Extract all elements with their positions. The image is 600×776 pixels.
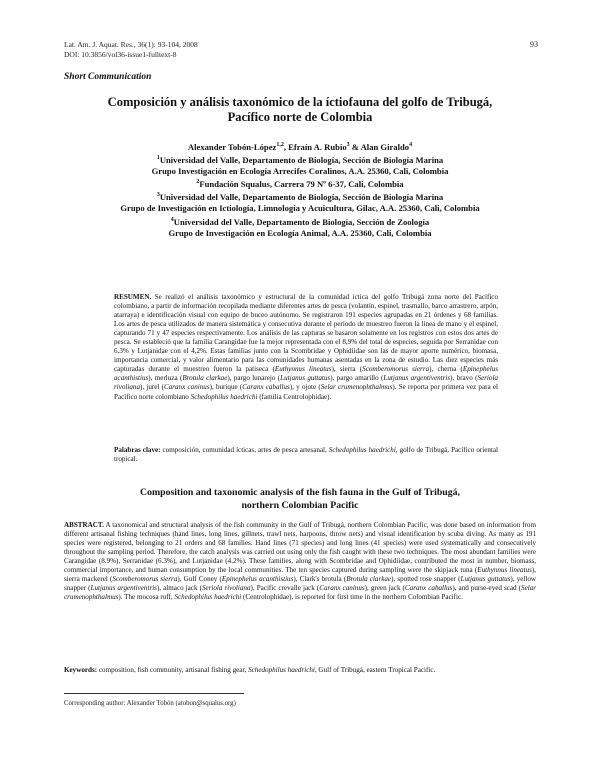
species-name: Euthynnus lineatus (274, 365, 332, 374)
species-name: Schedophilus haedrichi (248, 666, 315, 674)
abstract-text: (Centrolophidae), is reported for first time in the northern Colombian Pacific. (241, 593, 463, 602)
keywords-text: composition, fish community, artisanal fishing gear, (97, 666, 249, 674)
abstract-text: ), green jack ( (364, 584, 405, 593)
resumen-text: ), pargo amarillo ( (330, 374, 384, 383)
species-name: Selar crumenophthalmus (64, 584, 537, 602)
species-name: Caranx caballus (404, 584, 453, 593)
species-name: Lutjanus guttatus (280, 374, 331, 383)
affiliation-3b: Grupo de Investigación en Ictiología, Limnología y Acuicultura, Gilac, A.A. 25360, Cali, Colombia (120, 203, 480, 214)
keywords-lead: Keywords: (64, 666, 98, 674)
abstract-text: ), Gulf Coney ( (177, 575, 222, 584)
page-number: 93 (530, 40, 538, 49)
species-name: Epinephelus acanthistius (114, 365, 498, 383)
abstract-text: ), and purse-eyed scad ( (452, 584, 522, 593)
affiliation-4b: Grupo de Investigación en Ecología Animal, A.A. 25360, Cali, Colombia (168, 227, 432, 238)
resumen-lead: RESUMEN. (114, 293, 152, 301)
resumen-text: ), sierra ( (331, 365, 363, 374)
species-name: Lutjanus argentiventris (90, 584, 157, 593)
resumen-text: ), merluza ( (148, 374, 183, 383)
abstract-text: ), spotted rose snapper ( (391, 575, 461, 584)
palabras-clave (114, 446, 498, 464)
palabras-clave-text: composición, comunidad ícticas, artes de pesca artesanal, (160, 446, 329, 454)
title-english (60, 487, 540, 512)
resumen-text: (familia Centrolophidae). (257, 392, 332, 401)
species-name: Schedophilus haedrichi (328, 446, 396, 454)
footnote-divider (64, 693, 244, 694)
resumen-text: ), burique ( (209, 383, 243, 392)
affiliation-2: $^2$Fundación Squalus, Carrera 79 Nº 6-37, Cali, Colombia (196, 179, 404, 190)
abstract-text: ), yellow snapper ( (64, 575, 537, 593)
species-name: Caranx caballus (242, 383, 290, 392)
species-name: Lutjanus argentiventris (383, 374, 451, 383)
species-name: Seriola rivoliana (114, 374, 498, 392)
affiliation-1b: Grupo Investigación en Ecología Arrecifes Coralinos, A.A. 25360, Cali, Colombia (151, 166, 449, 177)
resumen (114, 293, 498, 402)
title-english-line-2: northern Colombian Pacific (241, 499, 359, 511)
resumen-text: ), jurel ( (140, 383, 164, 392)
affiliation-1: $^1$Universidad del Valle, Departamento de Biología, Sección de Biología Marina (156, 154, 444, 165)
abstract-text: ), sierra mackerel ( (64, 566, 537, 584)
section-label: Short Communication (64, 72, 152, 82)
resumen-text: Se realizó el análisis taxonómico y estructural de la comunidad íctica del golfo Tribugá zona norte del Pacífico colombiano, a partir de información recopilada mediante diferentes artes de pesca (volantín, espinel, trasmallo, barco arrastrero, arpón, atarraya) e identificación visual con equipo de buceo autónomo. Se registraron 191 especies agrupadas en 21 órdenes y 68 familias. Los artes de pesca utilizados de manera sistemática y consecutiva durante el período de muestreo fueron la línea de mano y el espinel, capturando 71 y 47 especies respectivamente. Los análisis de las capturas se basaron solamente en los registros con estos dos artes de pesca. Se estableció que la familia Carangidae fue la mejor representada con el 8,9% del total de especies, seguida por Serranidae con 6,3% y Lutjanidae con el 4,2%. Estas familias junto con la Scombridae y Ophidiidae son las de mayor aporte numérico, biomasa, importancia comercial, y valor alimentario para las comunidades humanas asentadas en la zona de estudio. Las diez especies más capturadas durante el muestreo fueron la patiseca ( (114, 293, 498, 374)
resumen-text: ), bravo ( (450, 374, 478, 383)
title-spanish-line-2: Pacífico norte de Colombia (227, 110, 373, 124)
title-spanish (60, 95, 540, 125)
title-english-line-1: Composition and taxonomic analysis of the fish fauna in the Gulf of Tribugá, (140, 487, 460, 498)
keywords (64, 666, 536, 675)
abstract-text: ), almaco jack ( (156, 584, 202, 593)
species-name: Schedophilus haedrichi (190, 392, 258, 401)
abstract-text: ), Pacific crevalle jack ( (250, 584, 320, 593)
resumen-text: ), y ojote ( (289, 383, 321, 392)
affiliation-3: $^3$Universidad del Valle, Departamento de Biología, Sección de Biología Marina (156, 192, 444, 203)
doi: DOI: 10.3856/vol36-issue1-fulltext-8 (64, 50, 177, 59)
palabras-clave-text: , golfo de Tribugá, Pacífico oriental tropical. (114, 446, 498, 464)
authors: Alexander Tobón-López$^{1,2}$, Efraín A. Rubio$^3$ & Alan Giraldo$^4$ (187, 141, 413, 152)
resumen-text: ). Se reporta por primera vez para el Pacífico norte colombiano (114, 383, 498, 401)
species-name: Seriola rivoliana (201, 584, 251, 593)
corresponding-author-footnote: Corresponding author: Alexander Tobón (atobon@squalus.org) (64, 700, 236, 707)
abstract-text: A taxonomical and structural analysis of the fish community in the Gulf of Tribugá, northern Colombian Pacific, was done based on information from different artisanal fishing techniques (hand lines, long lines, gillnets, trawl nets, harpoons, throw nets) and visual identification by scuba diving. As many as 191 species were registered, belonging to 21 orders and 68 families. Hand lines (71 species) and long lines (41 species) were used systematically and consecutively throughout the sampling period. Therefore, the catch analysis was carried out using only the fish caught with these two techniques. The most abundant families were Carangidae (8.9%), Serranidae (6.3%), and Lutjanidae (4.2%). These families, along with Scombridae and Ophidiidae, contributed the most in number, biomass, commercial importance, and human consumption by the local communities. The ten species captured during sampling were the skipjack tuna ( (64, 521, 536, 575)
title-spanish-line-1: Composición y análisis taxonómico de la íctiofauna del golfo de Tribugá, (107, 95, 493, 109)
species-name: Brotula clarkae (346, 575, 392, 584)
species-name: Lutjanus guttatus (460, 575, 511, 584)
species-name: Selar crumenophthalmus (320, 383, 393, 392)
resumen-text: ), cherna ( (429, 365, 463, 374)
resumen-text: ), pargo lunarejo ( (227, 374, 281, 383)
species-name: Euthynnus lineatus (477, 566, 532, 575)
authors-affiliations (60, 140, 540, 239)
affiliation-4: $^4$Universidad del Valle, Departamento de Biología, Sección de Zoología (170, 216, 430, 227)
journal-citation: Lat. Am. J. Aquat. Res., 36(1): 93-104, 2008 (64, 40, 198, 49)
palabras-clave-lead: Palabras clave: (114, 446, 161, 454)
journal-header (64, 40, 198, 60)
abstract-text: ). The mocosa ruff, (118, 593, 175, 602)
species-name: Scomberomorus sierra (112, 575, 178, 584)
species-name: Caranx caninus (164, 383, 210, 392)
abstract-text: ), Clark's brotula ( (293, 575, 347, 584)
species-name: Epinephelus acanthistius (221, 575, 294, 584)
species-name: Caranx caninus (319, 584, 365, 593)
keywords-text: , Gulf of Tribugá, eastern Tropical Pacific. (314, 666, 436, 674)
species-name: Brotula clarkae (182, 374, 228, 383)
abstract-lead: ABSTRACT. (64, 521, 104, 529)
species-name: Scomberomorus sierra (362, 365, 430, 374)
species-name: Schedophilus haedrichi (174, 593, 242, 602)
abstract-english (64, 521, 536, 602)
